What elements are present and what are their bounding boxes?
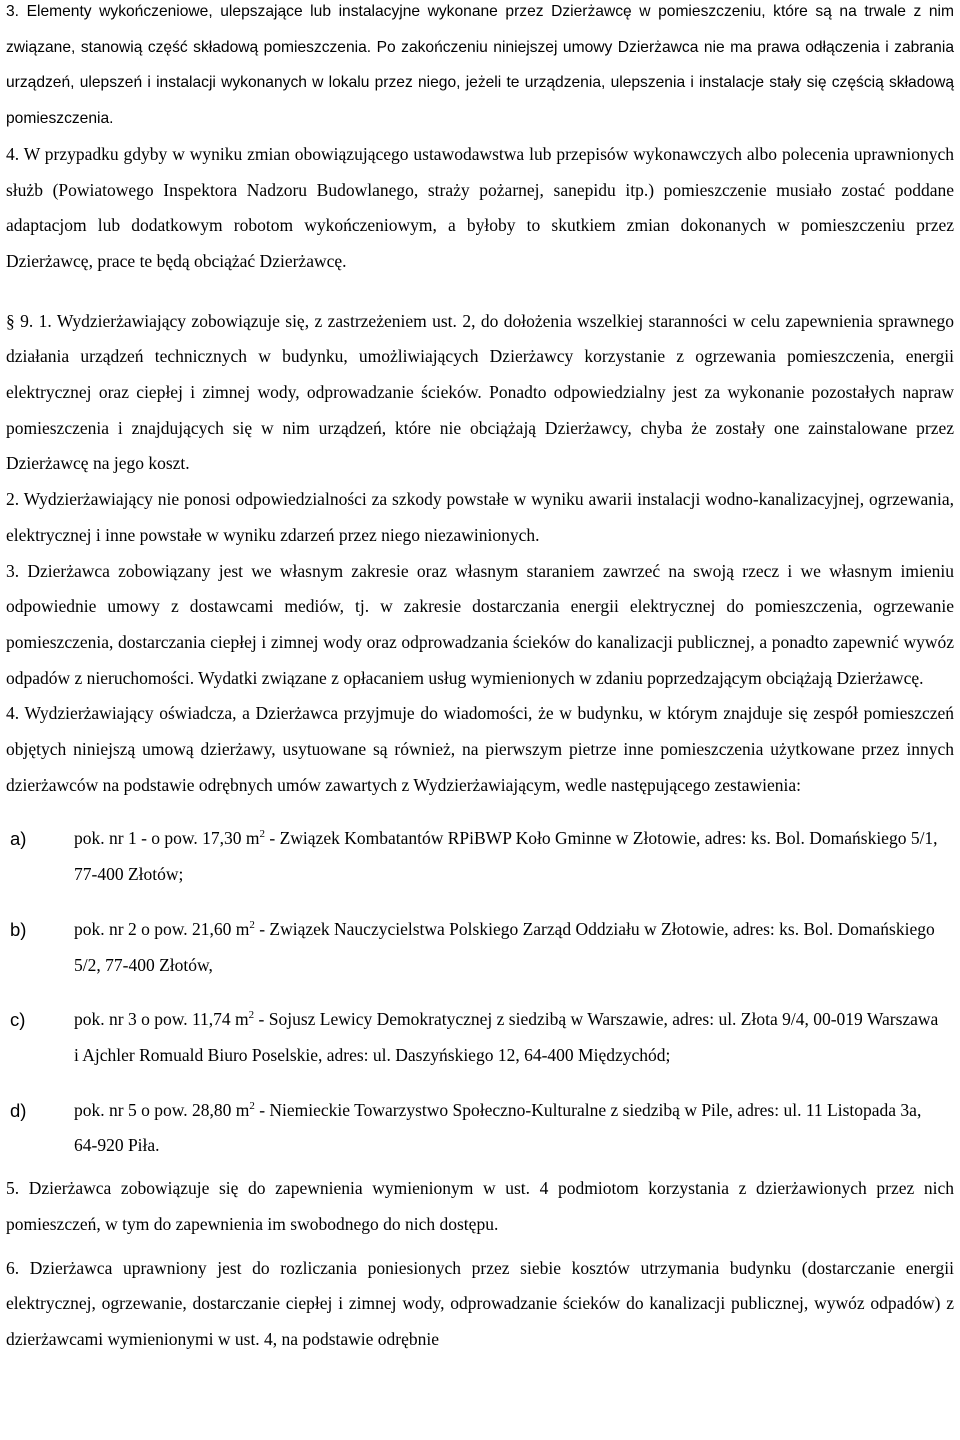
list-marker: d) (10, 1099, 27, 1121)
superscript: 2 (259, 828, 266, 841)
paragraph-ust-4: 4. W przypadku gdyby w wyniku zmian obowiązującego ustawodawstwa lub przepisów wykonawczych albo polecenia uprawnionych służb (Powiatowego Inspektora Nadzoru Budowlanego, straży pożarnej, sanepidu itp.) pomieszczenie musiało zostać poddane adaptacjom lub dodatkowym robotom wykończeniowym, a byłoby to skutkiem zmian dokonanych w pomieszczeniu przez Dzierżawcę, prace te będą obciążać Dzierżawcę. (6, 143, 954, 271)
paragraph-s9-1-text: Wydzierżawiający zobowiązuje się, z zastrzeżeniem ust. 2, do dołożenia wszelkiej staranności w celu zapewnienia sprawnego działania urządzeń technicznych w budynku, umożliwiających Dzierżawcy korzystanie z ogrzewania pomieszczenia, energii elektrycznej oraz ciepłej i zimnej wody, odprowadzanie ścieków. Ponadto odpowiedzialny jest za wykonanie pozostałych napraw pomieszczenia i znajdujących się w nim urządzeń, które nie obciążają Dzierżawcy, chyba że zostały one zainstalowane przez Dzierżawcę na jego koszt. (6, 310, 955, 474)
paragraph-s9-6: 6. Dzierżawca uprawniony jest do rozliczania poniesionych przez siebie kosztów utrzymania budynku (dostarczanie energii elektrycznej, ogrzewanie, dostarczanie ciepłej i zimnej wody, odprowadzanie ścieków do kanalizacji publicznej, wywóz odpadów) z dzierżawcami wymienionymi w ust. 4, na podstawie odrębnie (6, 1257, 954, 1349)
room-tenant: - Sojusz Lewicy Demokratycznej z siedzibą w Warszawie, adres: ul. Złota 9/4, 00-019 Warszawa i Ajchler Romuald Biuro Poselskie, adres: ul. Daszyńskiego 12, 64-400 Międzychód; (74, 1009, 939, 1065)
list-marker: b) (10, 918, 27, 940)
superscript: 2 (249, 1099, 255, 1112)
room-area: pok. nr 1 - o pow. 17,30 m (74, 828, 260, 849)
list-marker: c) (10, 1009, 26, 1031)
list-item (6, 1093, 954, 1164)
paragraph-s9-4: 4. Wydzierżawiający oświadcza, a Dzierżawca przyjmuje do wiadomości, że w budynku, w którym znajduje się zespół pomieszczeń objętych niniejszą umową dzierżawy, usytuowane są również, na pierwszym pietrze inne pomieszczenia użytkowane przez innych dzierżawców na podstawie odrębnych umów zawartych z Wydzierżawiającym, wedle następującego zestawienia: (6, 703, 954, 795)
list-item (6, 821, 954, 892)
room-tenant: - Związek Nauczycielstwa Polskiego Zarząd Oddziału w Złotowie, adres: ks. Bol. Domańskiego 5/2, 77-400 Złotów, (74, 918, 935, 975)
paragraph-s9-1 (6, 304, 954, 483)
list-marker: a) (10, 828, 27, 850)
section-heading: § 9. 1. (6, 310, 52, 331)
superscript: 2 (249, 918, 255, 931)
rooms-list (6, 821, 954, 1164)
list-item-text (74, 1093, 954, 1164)
paragraph-s9-2: 2. Wydzierżawiający nie ponosi odpowiedzialności za szkody powstałe w wyniku awarii instalacji wodno-kanalizacyjnej, ogrzewania, elektrycznej i inne powstałe w wyniku zdarzeń przez niego niezawinionych. (6, 489, 954, 545)
list-item-text (74, 821, 954, 892)
room-tenant: - Związek Kombatantów RPiBWP Koło Gminne w Złotowie, adres: ks. Bol. Domańskiego 5/1, 77-400 Złotów; (74, 828, 938, 885)
room-area: pok. nr 3 o pow. 11,74 m (74, 1009, 249, 1030)
list-item-text (74, 912, 954, 983)
list-item (6, 912, 954, 983)
room-area: pok. nr 2 o pow. 21,60 m (74, 918, 250, 939)
list-item (6, 1002, 954, 1073)
room-tenant: - Niemieckie Towarzystwo Społeczno-Kulturalne z siedzibą w Pile, adres: ul. 11 Listopada 3a, 64-920 Piła. (74, 1099, 922, 1156)
paragraph-s9-5: 5. Dzierżawca zobowiązuje się do zapewnienia wymienionym w ust. 4 podmiotom korzystania z dzierżawionych przez nich pomieszczeń, w tym do zapewnienia im swobodnego do nich dostępu. (6, 1178, 954, 1234)
list-item-text (74, 1002, 954, 1073)
room-area: pok. nr 5 o pow. 28,80 m (74, 1099, 250, 1120)
superscript: 2 (248, 1009, 255, 1022)
paragraph-ust-3: 3. Elementy wykończeniowe, ulepszające lub instalacyjne wykonane przez Dzierżawcę w pomieszczeniu, które są na trwale z nim związane, stanowią część składową pomieszczenia. Po zakończeniu niniejszej umowy Dzierżawca nie ma prawa odłączenia i zabrania urządzeń, ulepszeń i instalacji wykonanych w lokalu przez niego, jeżeli te urządzenia, ulepszenia i instalacje stały się częścią składową pomieszczenia. (6, 3, 954, 128)
paragraph-s9-3: 3. Dzierżawca zobowiązany jest we własnym zakresie oraz własnym staraniem zawrzeć na swoją rzecz i we własnym imieniu odpowiednie umowy z dostawcami mediów, tj. w zakresie dostarczania energii elektrycznej do pomieszczenia, ogrzewanie pomieszczenia, dostarczania ciepłej i zimnej wody oraz odprowadzania ścieków do kanalizacji publicznej, a ponadto zapewnić wywóz odpadów z nieruchomości. Wydatki związane z opłacaniem usług wymienionych w zdaniu poprzedzającym obciążają Dzierżawcę. (6, 560, 954, 688)
